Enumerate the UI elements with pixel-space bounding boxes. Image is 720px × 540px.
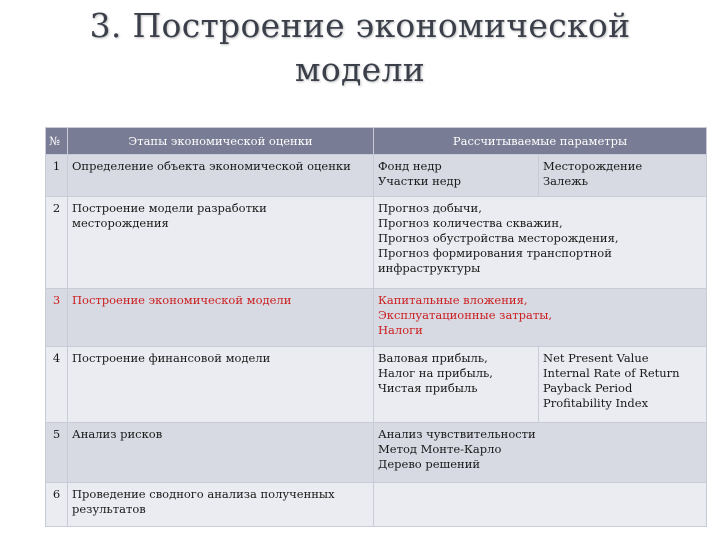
row-params-left: Фонд недр Участки недр (374, 155, 539, 197)
row-number: 3 (46, 289, 68, 347)
row-params-left: Валовая прибыль, Налог на прибыль, Чистая прибыль (374, 347, 539, 423)
slide-title-line-2: модели (294, 50, 426, 89)
table-row (46, 155, 707, 197)
table-header-row (46, 128, 707, 155)
table-row (46, 483, 707, 527)
row-stage: Анализ рисков (68, 423, 374, 483)
row-params-right: Net Present Value Internal Rate of Return Payback Period Profitability Index (539, 347, 707, 423)
row-stage: Построение финансовой модели (68, 347, 374, 423)
row-number: 4 (46, 347, 68, 423)
row-stage: Построение экономической модели (68, 289, 374, 347)
row-stage: Построение модели разработки месторождения (68, 197, 374, 289)
header-stages: Этапы экономической оценки (68, 128, 374, 155)
table-row (46, 197, 707, 289)
header-parameters: Рассчитываемые параметры (374, 128, 707, 155)
row-number: 2 (46, 197, 68, 289)
stages-table (45, 127, 707, 527)
row-number: 1 (46, 155, 68, 197)
header-number: № (46, 128, 68, 155)
row-params-right: Месторождение Залежь (539, 155, 707, 197)
row-number: 5 (46, 423, 68, 483)
slide-title (0, 4, 720, 92)
table-row (46, 347, 707, 423)
row-params: Прогноз добычи, Прогноз количества скважин, Прогноз обустройства месторождения, Прогноз формирования транспортной инфраструктуры (374, 197, 707, 289)
row-stage: Проведение сводного анализа полученных результатов (68, 483, 374, 527)
row-params: Капитальные вложения, Эксплуатационные затраты, Налоги (374, 289, 707, 347)
row-number: 6 (46, 483, 68, 527)
table-row (46, 289, 707, 347)
row-params: Анализ чувствительности Метод Монте-Карло Дерево решений (374, 423, 707, 483)
row-params (374, 483, 707, 527)
slide-title-line-1: 3. Построение экономической (89, 6, 631, 45)
row-stage: Определение объекта экономической оценки (68, 155, 374, 197)
table-row (46, 423, 707, 483)
